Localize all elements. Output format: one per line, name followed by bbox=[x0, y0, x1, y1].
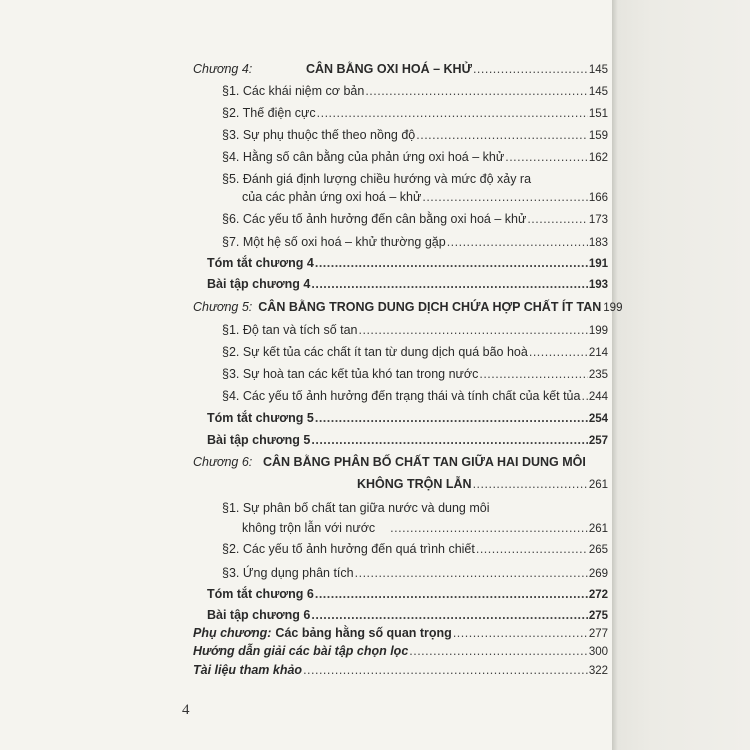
chapter-label: Chương 4: bbox=[193, 62, 253, 76]
entry-title-cont: không trộn lẫn với nước bbox=[242, 521, 376, 535]
entry-title: Tóm tắt chương 4 bbox=[207, 256, 314, 270]
entry-title: §2. Các yếu tố ảnh hưởng đến quá trình chiết bbox=[222, 542, 475, 556]
entry-title-cont: của các phản ứng oxi hoá – khử bbox=[242, 190, 422, 204]
dot-leader bbox=[315, 585, 588, 603]
entry-title: §1. Các khái niệm cơ bản bbox=[222, 84, 365, 98]
toc-chapter-4 bbox=[0, 60, 608, 78]
toc-entry bbox=[0, 321, 608, 339]
entry-title: §4. Các yếu tố ảnh hưởng đến trạng thái và tính chất của kết tủa bbox=[222, 389, 581, 403]
page-ref: 145 bbox=[588, 64, 608, 76]
dot-leader bbox=[390, 519, 588, 537]
entry-title: Các bảng hằng số quan trọng bbox=[275, 626, 452, 640]
dot-leader bbox=[416, 126, 588, 144]
toc-summary bbox=[0, 585, 608, 603]
toc-entry bbox=[0, 519, 608, 537]
page-edge-shadow bbox=[612, 0, 750, 750]
page-number: 4 bbox=[182, 702, 190, 718]
dot-leader bbox=[447, 233, 588, 251]
page-ref: 199 bbox=[588, 325, 608, 337]
toc-chapter-5 bbox=[0, 298, 623, 316]
toc-entry bbox=[0, 387, 608, 405]
page-ref: 183 bbox=[588, 237, 608, 249]
dot-leader bbox=[359, 321, 588, 339]
page-ref: 261 bbox=[588, 479, 608, 491]
dot-leader bbox=[453, 624, 588, 642]
dot-leader bbox=[479, 365, 587, 383]
dot-leader bbox=[505, 148, 588, 166]
appendix-label: Phụ chương: bbox=[193, 626, 272, 640]
entry-title: §3. Ứng dụng phân tích bbox=[222, 566, 354, 580]
toc-solutions bbox=[0, 642, 608, 660]
toc-summary bbox=[0, 409, 608, 427]
page-ref: 159 bbox=[588, 130, 608, 142]
dot-leader bbox=[303, 661, 588, 679]
dot-leader bbox=[409, 642, 588, 660]
entry-title: §1. Độ tan và tích số tan bbox=[222, 323, 358, 337]
toc-entry bbox=[0, 82, 608, 100]
page-ref: 166 bbox=[588, 192, 608, 204]
page-ref: 151 bbox=[588, 108, 608, 120]
page-ref: 191 bbox=[588, 258, 608, 270]
entry-title: §2. Sự kết tủa các chất ít tan từ dung dịch quá bão hoà bbox=[222, 345, 528, 359]
entry-title: Tóm tắt chương 5 bbox=[207, 411, 314, 425]
page-ref: 193 bbox=[588, 279, 608, 291]
entry-title: §7. Một hệ số oxi hoá – khử thường gặp bbox=[222, 235, 446, 249]
entry-title: §6. Các yếu tố ảnh hưởng đến cân bằng oxi hoá – khử bbox=[222, 212, 527, 226]
toc-references bbox=[0, 661, 608, 679]
toc-exercises bbox=[0, 431, 608, 449]
page-ref: 162 bbox=[588, 152, 608, 164]
dot-leader bbox=[529, 343, 588, 361]
toc-entry bbox=[0, 148, 608, 166]
chapter-label: Chương 6: bbox=[193, 455, 253, 469]
dot-leader bbox=[355, 564, 588, 582]
entry-title: Bài tập chương 5 bbox=[207, 433, 311, 447]
dot-leader bbox=[476, 540, 588, 558]
toc-entry bbox=[0, 104, 608, 122]
dot-leader bbox=[581, 387, 587, 405]
chapter-title: CÂN BẰNG PHÂN BỐ CHẤT TAN GIỮA HAI DUNG MÔI bbox=[263, 455, 586, 469]
toc-entry bbox=[0, 210, 608, 228]
dot-leader bbox=[422, 188, 587, 206]
dot-leader bbox=[311, 606, 587, 624]
entry-title: §1. Sự phân bố chất tan giữa nước và dung môi bbox=[222, 501, 490, 515]
page-ref: 322 bbox=[588, 665, 608, 677]
page-ref: 254 bbox=[588, 413, 608, 425]
entry-title: Tài liệu tham khảo bbox=[193, 663, 303, 677]
page-ref: 275 bbox=[588, 610, 608, 622]
entry-title: §5. Đánh giá định lượng chiều hướng và mức độ xảy ra bbox=[222, 172, 532, 186]
page-ref: 244 bbox=[588, 391, 608, 403]
toc-appendix bbox=[0, 624, 608, 642]
page-ref: 261 bbox=[588, 523, 608, 535]
toc-entry bbox=[0, 233, 608, 251]
toc-entry bbox=[0, 564, 608, 582]
entry-title: Bài tập chương 4 bbox=[207, 277, 311, 291]
dot-leader bbox=[365, 82, 588, 100]
page-ref: 199 bbox=[603, 302, 623, 314]
toc-entry bbox=[0, 540, 608, 558]
page-ref: 145 bbox=[588, 86, 608, 98]
toc-entry bbox=[0, 365, 608, 383]
page-ref: 214 bbox=[588, 347, 608, 359]
page-ref: 173 bbox=[588, 214, 608, 226]
toc-summary bbox=[0, 254, 608, 272]
toc-entry bbox=[0, 188, 608, 206]
dot-leader bbox=[473, 60, 588, 78]
page-ref: 269 bbox=[588, 568, 608, 580]
dot-leader bbox=[317, 104, 588, 122]
page-ref: 257 bbox=[588, 435, 608, 447]
chapter-title: CÂN BẰNG OXI HOÁ – KHỬ bbox=[306, 62, 472, 76]
toc-chapter-6 bbox=[193, 453, 586, 471]
entry-title: §3. Sự phụ thuộc thế theo nồng độ bbox=[222, 128, 416, 142]
entry-title: Tóm tắt chương 6 bbox=[207, 587, 314, 601]
toc-entry bbox=[0, 343, 608, 361]
toc-exercises bbox=[0, 275, 608, 293]
dot-leader bbox=[311, 431, 587, 449]
entry-title: §4. Hằng số cân bằng của phản ứng oxi hoá – khử bbox=[222, 150, 505, 164]
page-ref: 277 bbox=[588, 628, 608, 640]
dot-leader bbox=[315, 409, 588, 427]
page-ref: 272 bbox=[588, 589, 608, 601]
entry-title: Bài tập chương 6 bbox=[207, 608, 311, 622]
chapter-title: CÂN BẰNG TRONG DUNG DỊCH CHỨA HỢP CHẤT ÍT TAN bbox=[258, 300, 602, 314]
dot-leader bbox=[315, 254, 588, 272]
page-ref: 235 bbox=[588, 369, 608, 381]
page-ref: 265 bbox=[588, 544, 608, 556]
entry-title: §3. Sự hoà tan các kết tủa khó tan trong nước bbox=[222, 367, 479, 381]
dot-leader bbox=[311, 275, 587, 293]
page-ref: 300 bbox=[588, 646, 608, 658]
chapter-label: Chương 5: bbox=[193, 300, 253, 314]
chapter-title-cont: KHÔNG TRỘN LẪN bbox=[357, 477, 472, 491]
toc-entry bbox=[0, 126, 608, 144]
dot-leader bbox=[473, 475, 588, 493]
entry-title: §2. Thế điện cực bbox=[222, 106, 316, 120]
toc-exercises bbox=[0, 606, 608, 624]
entry-title: Hướng dẫn giải các bài tập chọn lọc bbox=[193, 644, 409, 658]
dot-leader bbox=[527, 210, 588, 228]
toc-chapter-6-cont bbox=[0, 475, 608, 493]
